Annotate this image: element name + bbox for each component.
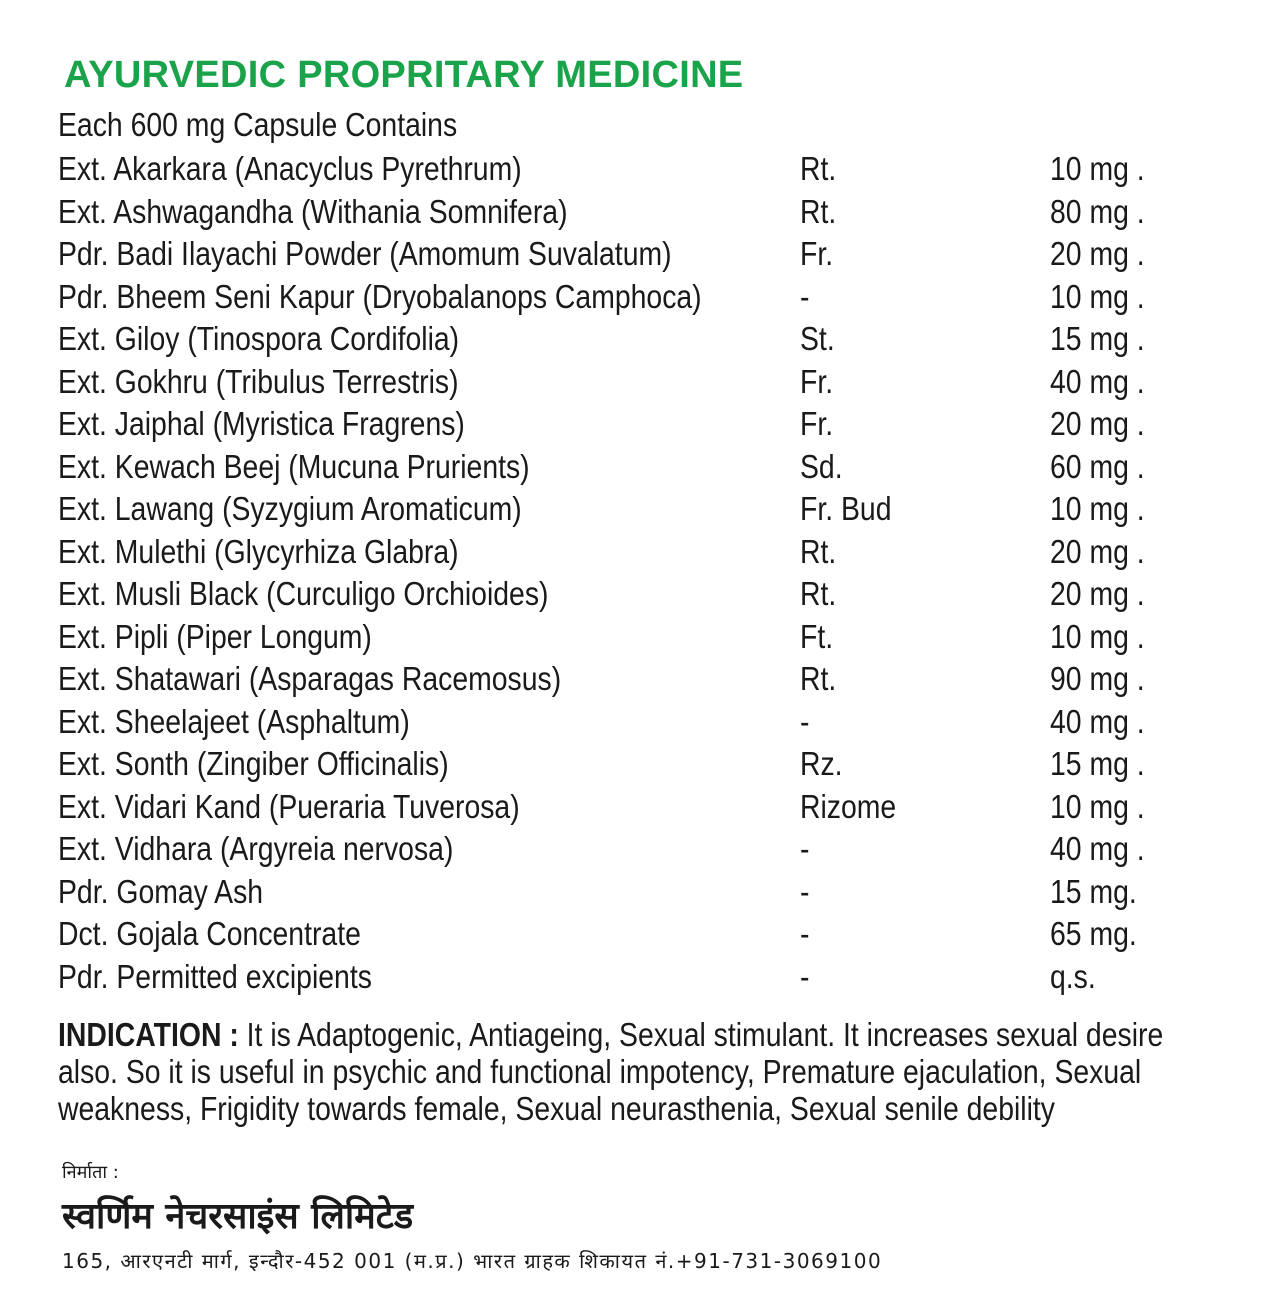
ingredient-row — [58, 573, 1218, 616]
ingredient-row — [58, 743, 1218, 786]
ingredient-part: - — [800, 830, 810, 867]
ingredient-part: Sd. — [800, 447, 843, 485]
ingredient-quantity: 20 mg . — [1050, 405, 1145, 442]
ingredient-part: St. — [800, 320, 835, 357]
ingredient-row — [58, 361, 1218, 404]
ingredient-row — [58, 446, 1218, 489]
ingredient-part: Ft. — [800, 617, 834, 655]
ingredient-part: Rt. — [800, 192, 837, 230]
ingredient-row — [58, 786, 1218, 829]
ingredient-quantity: 60 mg . — [1050, 447, 1145, 485]
ingredient-quantity: 65 mg. — [1050, 915, 1137, 952]
ingredient-quantity: 20 mg . — [1050, 532, 1145, 570]
ingredient-name: Dct. Gojala Concentrate — [58, 915, 361, 952]
ingredient-quantity: 40 mg . — [1050, 830, 1145, 867]
ingredient-name: Ext. Ashwagandha (Withania Somnifera) — [58, 192, 568, 230]
ingredient-quantity: 80 mg . — [1050, 192, 1145, 230]
ingredient-quantity: 10 mg . — [1050, 617, 1145, 655]
ingredient-name: Ext. Kewach Beej (Mucuna Prurients) — [58, 447, 530, 485]
ingredient-part: Rizome — [800, 787, 897, 825]
capsule-contents-heading: Each 600 mg Capsule Contains — [58, 106, 458, 143]
ingredient-row — [58, 191, 1218, 234]
ingredient-quantity: q.s. — [1050, 957, 1096, 995]
ingredient-quantity: 20 mg . — [1050, 575, 1145, 612]
ingredient-part: - — [800, 872, 810, 910]
indication-paragraph — [58, 1016, 1228, 1127]
ingredient-quantity: 10 mg . — [1050, 787, 1145, 825]
ingredient-row — [58, 913, 1218, 956]
ingredient-name: Pdr. Bheem Seni Kapur (Dryobalanops Camphoca) — [58, 277, 702, 315]
ingredient-row — [58, 148, 1218, 191]
ingredient-quantity: 15 mg. — [1050, 872, 1137, 910]
ingredient-name: Ext. Musli Black (Curculigo Orchioides) — [58, 575, 549, 612]
ingredient-name: Ext. Sonth (Zingiber Officinalis) — [58, 745, 449, 782]
ingredient-name: Ext. Pipli (Piper Longum) — [58, 617, 372, 655]
ingredient-part: Fr. — [800, 362, 834, 400]
ingredient-name: Ext. Vidari Kand (Pueraria Tuverosa) — [58, 787, 520, 825]
ingredient-part: - — [800, 957, 810, 995]
indication-text: It is Adaptogenic, Antiageing, Sexual stimulant. It increases sexual desire also. So it is useful in psychic and functional impotency, Premature ejaculation, Sexual weakness, Frigidity towards female, Sexual neurasthenia, Sexual senile debility — [58, 1016, 1164, 1127]
ingredient-row — [58, 276, 1218, 319]
ingredient-part: Rz. — [800, 745, 843, 782]
ingredient-part: Rt. — [800, 660, 837, 697]
ingredient-name: Ext. Gokhru (Tribulus Terrestris) — [58, 362, 459, 400]
ingredient-name: Ext. Mulethi (Glycyrhiza Glabra) — [58, 532, 459, 570]
page-title: AYURVEDIC PROPRITARY MEDICINE — [64, 54, 744, 96]
ingredient-row — [58, 828, 1218, 871]
manufacturer-name: स्वर्णिम नेचरसाइंस लिमिटेड — [62, 1196, 414, 1237]
indication-label: INDICATION : — [58, 1016, 239, 1053]
ingredient-quantity: 40 mg . — [1050, 702, 1145, 740]
ingredient-quantity: 90 mg . — [1050, 660, 1145, 697]
ingredient-row — [58, 616, 1218, 659]
ingredient-part: Fr. — [800, 235, 834, 272]
ingredient-name: Pdr. Gomay Ash — [58, 872, 264, 910]
manufacturer-address: 165, आरएनटी मार्ग, इन्दौर-452 001 (म.प्र.) भारत ग्राहक शिकायत नं.+91-731-3069100 — [62, 1249, 883, 1273]
ingredient-name: Ext. Akarkara (Anacyclus Pyrethrum) — [58, 150, 522, 187]
ingredient-row — [58, 233, 1218, 276]
ingredient-quantity: 40 mg . — [1050, 362, 1145, 400]
ingredient-row — [58, 701, 1218, 744]
ingredient-quantity: 20 mg . — [1050, 235, 1145, 272]
ingredient-quantity: 10 mg . — [1050, 277, 1145, 315]
ingredient-row — [58, 403, 1218, 446]
ingredient-row — [58, 531, 1218, 574]
ingredient-part: - — [800, 915, 810, 952]
ingredient-quantity: 15 mg . — [1050, 745, 1145, 782]
ingredient-name: Ext. Sheelajeet (Asphaltum) — [58, 702, 410, 740]
ingredient-row — [58, 871, 1218, 914]
ingredient-quantity: 10 mg . — [1050, 490, 1145, 527]
ingredient-part: - — [800, 702, 810, 740]
ingredients-table — [58, 148, 1218, 998]
manufacturer-label: निर्माता : — [62, 1162, 119, 1183]
ingredient-name: Pdr. Badi Ilayachi Powder (Amomum Suvalatum) — [58, 235, 672, 272]
ingredient-part: - — [800, 277, 810, 315]
ingredient-name: Ext. Vidhara (Argyreia nervosa) — [58, 830, 454, 867]
ingredient-quantity: 10 mg . — [1050, 150, 1145, 187]
ingredient-part: Fr. Bud — [800, 490, 892, 527]
ingredient-row — [58, 658, 1218, 701]
ingredient-part: Rt. — [800, 575, 837, 612]
ingredient-name: Ext. Giloy (Tinospora Cordifolia) — [58, 320, 460, 357]
ingredient-quantity: 15 mg . — [1050, 320, 1145, 357]
ingredient-part: Rt. — [800, 150, 837, 187]
ingredient-row — [58, 956, 1218, 999]
ingredient-name: Ext. Lawang (Syzygium Aromaticum) — [58, 490, 522, 527]
ingredient-row — [58, 318, 1218, 361]
ingredient-part: Rt. — [800, 532, 837, 570]
ingredient-part: Fr. — [800, 405, 834, 442]
ingredient-name: Ext. Jaiphal (Myristica Fragrens) — [58, 405, 465, 442]
ingredient-name: Pdr. Permitted excipients — [58, 957, 372, 995]
ingredient-name: Ext. Shatawari (Asparagas Racemosus) — [58, 660, 562, 697]
ingredient-row — [58, 488, 1218, 531]
